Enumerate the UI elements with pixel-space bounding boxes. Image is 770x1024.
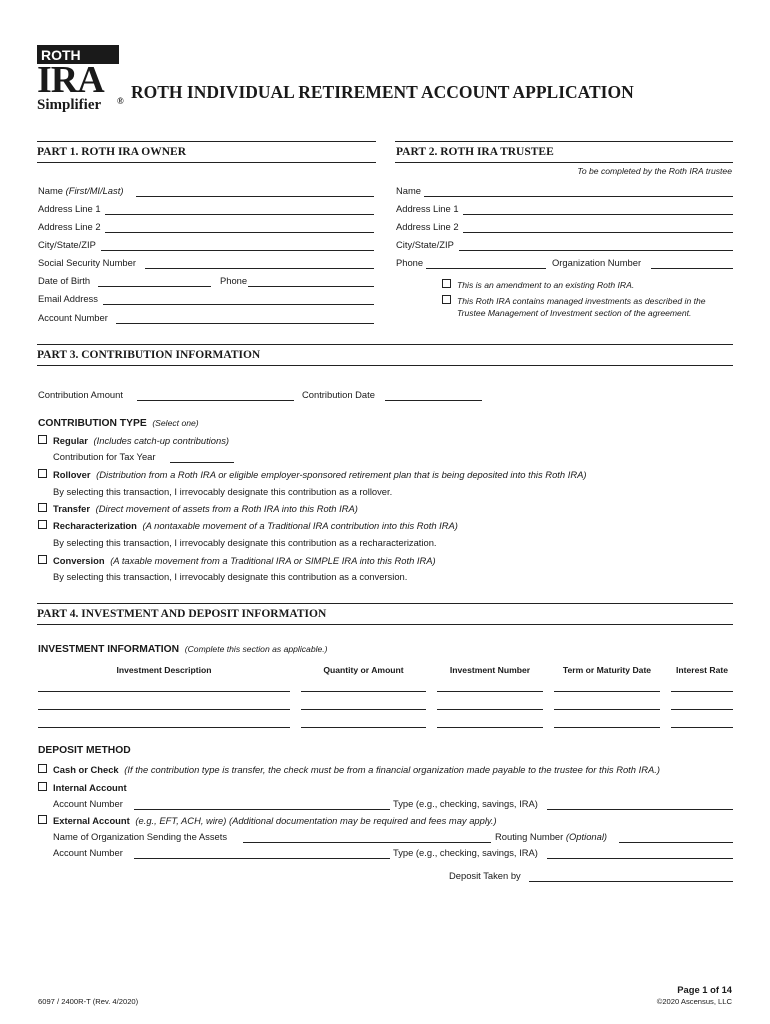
col-interest-rate: Interest Rate (675, 665, 729, 675)
regular-checkbox[interactable] (38, 435, 47, 444)
routing-number-label: Routing Number (Optional) (495, 831, 608, 842)
internal-account-number-field[interactable] (134, 809, 390, 810)
investment-row1-number[interactable] (437, 691, 543, 692)
trustee-address2-field[interactable] (463, 232, 733, 233)
tax-year-field[interactable] (170, 462, 234, 463)
internal-type-label: Type (e.g., checking, savings, IRA) (393, 798, 538, 809)
deposit-taken-label: Deposit Taken by (449, 870, 521, 881)
owner-address2-field[interactable] (105, 232, 374, 233)
owner-dob-field[interactable] (98, 286, 211, 287)
recharacterization-note: By selecting this transaction, I irrevocably designate this contribution as a recharacterization. (53, 537, 437, 548)
trustee-org-number-field[interactable] (651, 268, 733, 269)
transfer-label: Transfer (Direct movement of assets from a Roth IRA into this Roth IRA) (53, 503, 358, 514)
conversion-checkbox[interactable] (38, 555, 47, 564)
trustee-name-label: Name (396, 185, 422, 196)
amendment-checkbox[interactable] (442, 279, 451, 288)
rollover-note: By selecting this transaction, I irrevocably designate this contribution as a rollover. (53, 486, 393, 497)
investment-info-heading: INVESTMENT INFORMATION (Complete this section as applicable.) (38, 644, 328, 655)
routing-number-field[interactable] (619, 842, 733, 843)
investment-row2-quantity[interactable] (301, 709, 426, 710)
col-investment-description: Investment Description (116, 665, 212, 675)
trustee-name-field[interactable] (424, 196, 733, 197)
tax-year-label: Contribution for Tax Year (53, 451, 156, 462)
external-account-checkbox[interactable] (38, 815, 47, 824)
owner-ssn-field[interactable] (145, 268, 374, 269)
trustee-phone-label: Phone (396, 257, 424, 268)
owner-email-field[interactable] (103, 304, 374, 305)
internal-account-label: Internal Account (53, 782, 127, 793)
external-account-number-label: Account Number (53, 847, 123, 858)
logo-roth-text: ROTH (41, 47, 81, 63)
external-account-number-field[interactable] (134, 858, 390, 859)
sending-org-label: Name of Organization Sending the Assets (53, 831, 228, 842)
external-type-label: Type (e.g., checking, savings, IRA) (393, 847, 538, 858)
part4-bottom-rule (37, 624, 733, 625)
owner-city-field[interactable] (101, 250, 374, 251)
investment-row2-description[interactable] (38, 709, 290, 710)
contribution-type-heading: CONTRIBUTION TYPE (Select one) (38, 418, 199, 429)
logo-simplifier-text: Simplifier (37, 97, 102, 113)
investment-row2-term[interactable] (554, 709, 660, 710)
contribution-amount-field[interactable] (137, 400, 294, 401)
copyright: ©2020 Ascensus, LLC (656, 997, 732, 1006)
rollover-checkbox[interactable] (38, 469, 47, 478)
part4-top-rule (37, 603, 733, 604)
managed-investments-label-1: This Roth IRA contains managed investments as described in the (457, 296, 706, 306)
investment-row2-number[interactable] (437, 709, 543, 710)
logo (37, 45, 127, 120)
form-number: 6097 / 2400R-T (Rev. 4/2020) (38, 997, 139, 1006)
cash-check-label: Cash or Check (If the contribution type is transfer, the check must be from a financial organization made payable to the trustee for this Roth IRA.) (53, 764, 660, 775)
investment-row3-number[interactable] (437, 727, 543, 728)
trustee-phone-field[interactable] (426, 268, 546, 269)
part3-title: PART 3. CONTRIBUTION INFORMATION (37, 349, 261, 361)
owner-account-label: Account Number (38, 312, 108, 323)
deposit-taken-field[interactable] (529, 881, 733, 882)
contribution-amount-label: Contribution Amount (38, 389, 123, 400)
owner-dob-label: Date of Birth (38, 275, 91, 286)
part1-bottom-rule (37, 162, 376, 163)
trustee-city-label: City/State/ZIP (396, 239, 454, 250)
deposit-method-heading: DEPOSIT METHOD (38, 745, 131, 756)
managed-investments-label-2: Trustee Management of Investment section of the agreement. (457, 308, 692, 318)
part3-bottom-rule (37, 365, 733, 366)
owner-phone-label: Phone (220, 275, 248, 286)
trustee-city-field[interactable] (459, 250, 733, 251)
managed-investments-checkbox[interactable] (442, 295, 451, 304)
internal-type-field[interactable] (547, 809, 733, 810)
owner-city-label: City/State/ZIP (38, 239, 96, 250)
regular-label: Regular (Includes catch-up contributions) (53, 435, 229, 446)
page-title: ROTH INDIVIDUAL RETIREMENT ACCOUNT APPLICATION (131, 82, 634, 102)
part2-title: PART 2. ROTH IRA TRUSTEE (396, 146, 554, 158)
transfer-checkbox[interactable] (38, 503, 47, 512)
part1-top-rule (37, 141, 376, 142)
sending-org-field[interactable] (243, 842, 491, 843)
conversion-note: By selecting this transaction, I irrevocably designate this contribution as a conversion. (53, 571, 408, 582)
page-number: Page 1 of 14 (677, 984, 732, 995)
owner-account-field[interactable] (116, 323, 374, 324)
logo-ira-text: IRA (37, 59, 104, 101)
internal-account-checkbox[interactable] (38, 782, 47, 791)
cash-check-checkbox[interactable] (38, 764, 47, 773)
contribution-date-field[interactable] (385, 400, 482, 401)
owner-phone-field[interactable] (248, 286, 374, 287)
investment-row3-term[interactable] (554, 727, 660, 728)
trustee-address1-label: Address Line 1 (396, 203, 459, 214)
part3-top-rule (37, 344, 733, 345)
investment-row1-rate[interactable] (671, 691, 733, 692)
col-term-maturity: Term or Maturity Date (562, 665, 652, 675)
part2-top-rule (395, 141, 733, 142)
owner-address1-field[interactable] (105, 214, 374, 215)
internal-account-number-label: Account Number (53, 798, 123, 809)
rollover-label: Rollover (Distribution from a Roth IRA or eligible employer-sponsored retirement plan that is being deposited into this Roth IRA) (53, 469, 587, 480)
owner-address1-label: Address Line 1 (38, 203, 101, 214)
investment-row2-rate[interactable] (671, 709, 733, 710)
investment-row3-quantity[interactable] (301, 727, 426, 728)
col-quantity-amount: Quantity or Amount (323, 665, 404, 675)
owner-name-label: Name (First/MI/Last) (38, 185, 124, 196)
logo-registered-mark: ® (117, 96, 124, 106)
owner-name-field[interactable] (136, 196, 374, 197)
investment-row1-quantity[interactable] (301, 691, 426, 692)
owner-email-label: Email Address (38, 293, 98, 304)
investment-row1-term[interactable] (554, 691, 660, 692)
trustee-address1-field[interactable] (463, 214, 733, 215)
contribution-date-label: Contribution Date (302, 389, 375, 400)
investment-row3-rate[interactable] (671, 727, 733, 728)
amendment-label: This is an amendment to an existing Roth IRA. (457, 280, 635, 290)
external-type-field[interactable] (547, 858, 733, 859)
external-account-label: External Account (e.g., EFT, ACH, wire) (Additional documentation may be required and fees may apply.) (53, 815, 497, 826)
investment-row1-description[interactable] (38, 691, 290, 692)
owner-ssn-label: Social Security Number (38, 257, 136, 268)
investment-row3-description[interactable] (38, 727, 290, 728)
trustee-note: To be completed by the Roth IRA trustee (577, 166, 732, 176)
recharacterization-label: Recharacterization (A nontaxable movement of a Traditional IRA contribution into this Roth IRA) (53, 520, 458, 531)
trustee-org-number-label: Organization Number (552, 257, 642, 268)
trustee-address2-label: Address Line 2 (396, 221, 459, 232)
part1-title: PART 1. ROTH IRA OWNER (37, 146, 187, 158)
owner-address2-label: Address Line 2 (38, 221, 101, 232)
part4-title: PART 4. INVESTMENT AND DEPOSIT INFORMATION (37, 608, 327, 620)
conversion-label: Conversion (A taxable movement from a Traditional IRA or SIMPLE IRA into this Roth IRA) (53, 555, 436, 566)
recharacterization-checkbox[interactable] (38, 520, 47, 529)
part2-bottom-rule (395, 162, 733, 163)
col-investment-number: Investment Number (449, 665, 531, 675)
